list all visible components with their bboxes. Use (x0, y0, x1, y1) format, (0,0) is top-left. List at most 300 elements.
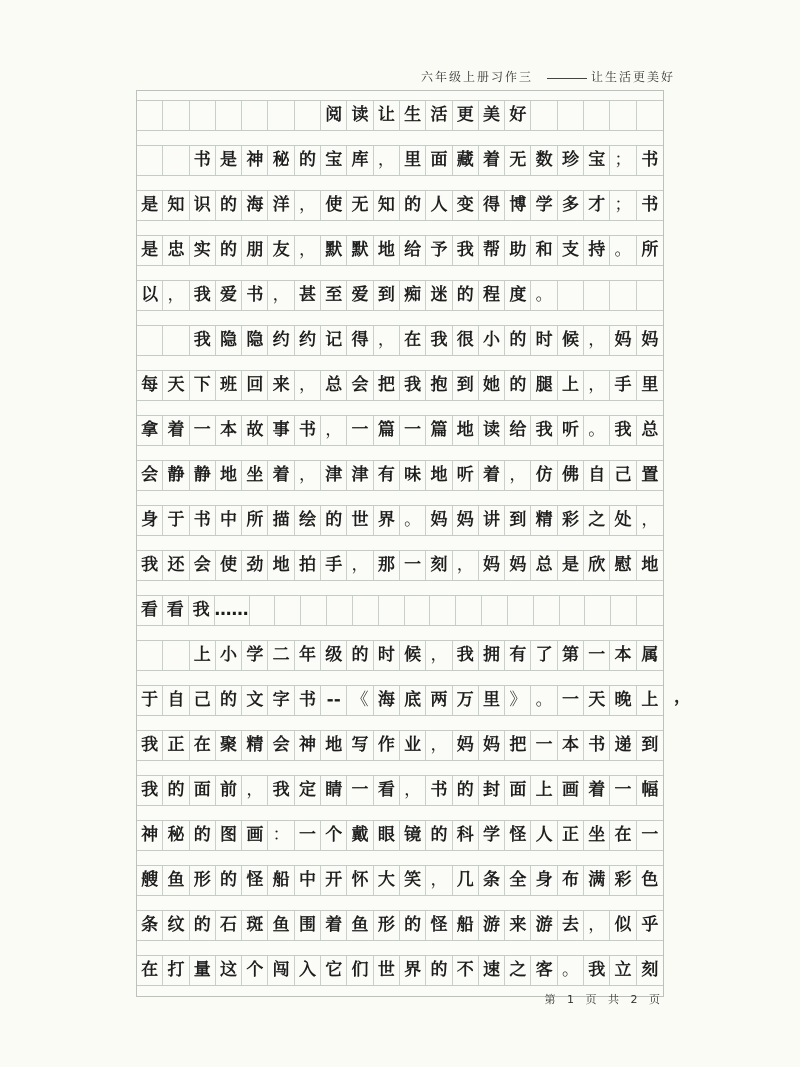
grid-cell: 镜 (400, 821, 426, 850)
grid-cell: 着 (479, 461, 505, 490)
grid-cell: ， (321, 416, 347, 445)
grid-cell (405, 596, 431, 625)
grid-cell: 津 (321, 461, 347, 490)
grid-cell: 的 (190, 911, 216, 940)
grid-cell (242, 101, 268, 130)
grid-cell: ， (295, 371, 321, 400)
grid-cell (560, 596, 586, 625)
grid-cell: 游 (531, 911, 557, 940)
grid-cell: 入 (295, 956, 321, 985)
grid-cell: 的 (505, 371, 531, 400)
grid-cell: 一 (610, 776, 636, 805)
grid-cell: 本 (558, 731, 584, 760)
grid-cell: 学 (531, 191, 557, 220)
grid-cell: 我 (137, 776, 163, 805)
grid-cell: 隐 (216, 326, 242, 355)
grid-cell: 中 (295, 866, 321, 895)
grid-cell: 似 (610, 911, 636, 940)
grid-cell (216, 101, 242, 130)
grid-cell: 拥 (479, 641, 505, 670)
grid-cell (430, 596, 456, 625)
grid-cell: 面 (190, 776, 216, 805)
grid-cell: 着 (163, 416, 189, 445)
essay-text-row (137, 146, 663, 176)
row-gap (137, 491, 663, 506)
grid-cell: 劲 (242, 551, 268, 580)
grid-cell: 彩 (610, 866, 636, 895)
row-gap (137, 671, 663, 686)
grid-cell (558, 101, 584, 130)
grid-cell: 库 (347, 146, 373, 175)
grid-cell: 生 (400, 101, 426, 130)
grid-cell: 怪 (426, 911, 452, 940)
grid-cell: 绘 (295, 506, 321, 535)
grid-cell: 助 (505, 236, 531, 265)
grid-cell: 妈 (479, 551, 505, 580)
grid-cell: 字 (268, 686, 294, 715)
grid-cell: 痴 (400, 281, 426, 310)
grid-cell: 布 (558, 866, 584, 895)
grid-cell: 第 (558, 641, 584, 670)
grid-cell: 妈 (453, 731, 479, 760)
grid-cell: 怪 (505, 821, 531, 850)
grid-cell: ， (453, 551, 479, 580)
grid-cell: 形 (190, 866, 216, 895)
worksheet-header (421, 68, 675, 85)
grid-cell: 每 (137, 371, 163, 400)
grid-cell: 神 (137, 821, 163, 850)
grid-cell: 斑 (242, 911, 268, 940)
grid-cell: 的 (216, 866, 242, 895)
grid-cell: 彩 (558, 506, 584, 535)
grid-cell: 前 (216, 776, 242, 805)
grid-cell: 使 (216, 551, 242, 580)
composition-grid-paper (136, 90, 664, 997)
grid-cell: 小 (216, 641, 242, 670)
row-gap (137, 536, 663, 551)
grid-cell: 个 (242, 956, 268, 985)
grid-cell: 还 (163, 551, 189, 580)
grid-cell: 处 (610, 506, 636, 535)
grid-cell: 一 (531, 731, 557, 760)
grid-cell: 上 (531, 776, 557, 805)
grid-cell (163, 326, 189, 355)
grid-cell: 年 (295, 641, 321, 670)
grid-cell: 这 (216, 956, 242, 985)
grid-cell: 地 (321, 731, 347, 760)
grid-cell: 我 (189, 596, 215, 625)
grid-cell: 围 (295, 911, 321, 940)
grid-cell: ， (505, 461, 531, 490)
grid-cell: 妈 (479, 731, 505, 760)
row-gap (137, 941, 663, 956)
grid-cell: 戴 (347, 821, 373, 850)
grid-cell: 着 (321, 911, 347, 940)
grid-cell: 友 (268, 236, 294, 265)
grid-cell: 刻 (426, 551, 452, 580)
grid-cell: 味 (400, 461, 426, 490)
grid-cell: 书 (242, 281, 268, 310)
grid-cell: 到 (505, 506, 531, 535)
grid-cell: 是 (137, 236, 163, 265)
grid-cell: 到 (374, 281, 400, 310)
grid-cell (137, 326, 163, 355)
grid-cell: 的 (347, 641, 373, 670)
grid-cell: 是 (137, 191, 163, 220)
grid-cell: 它 (321, 956, 347, 985)
grid-cell: 的 (321, 506, 347, 535)
grid-cell: 上 (190, 641, 216, 670)
grid-cell: ， (400, 776, 426, 805)
grid-cell: 闯 (268, 956, 294, 985)
grid-cell: ， (347, 551, 373, 580)
row-gap (137, 356, 663, 371)
grid-cell: 手 (321, 551, 347, 580)
grid-cell: 己 (610, 461, 636, 490)
grid-cell: 正 (163, 731, 189, 760)
grid-cell (637, 281, 663, 310)
grid-cell: 识 (190, 191, 216, 220)
grid-cell: 量 (190, 956, 216, 985)
grid-cell (379, 596, 405, 625)
grid-cell: 候 (400, 641, 426, 670)
grid-cell: 业 (400, 731, 426, 760)
grid-cell: 无 (347, 191, 373, 220)
grid-cell: 个 (321, 821, 347, 850)
essay-text-row (137, 236, 663, 266)
grid-cell: ： (268, 821, 294, 850)
grid-cell (353, 596, 379, 625)
grid-cell (137, 101, 163, 130)
grid-cell: 是 (558, 551, 584, 580)
grid-cell: 我 (400, 371, 426, 400)
grid-cell: 界 (374, 506, 400, 535)
grid-cell (610, 101, 636, 130)
grid-cell: 给 (505, 416, 531, 445)
grid-cell: 书 (426, 776, 452, 805)
grid-cell: 正 (558, 821, 584, 850)
grid-cell: 所 (641, 240, 659, 260)
grid-cell: 让 (374, 101, 400, 130)
grid-cell: 。 (558, 956, 584, 985)
grid-cell: 怀 (347, 866, 373, 895)
grid-cell: 那 (374, 551, 400, 580)
grid-cell: 着 (268, 461, 294, 490)
grid-cell: ， (163, 281, 189, 310)
grid-cell: 天 (163, 371, 189, 400)
grid-cell: ， (426, 731, 452, 760)
grid-cell: ； (610, 191, 636, 220)
grid-cell: ， (295, 236, 321, 265)
grid-cell: 洋 (268, 191, 294, 220)
grid-cell: 和 (531, 236, 557, 265)
grid-cell: 怪 (242, 866, 268, 895)
grid-cell: 里 (479, 686, 505, 715)
grid-cell: 幅 (641, 780, 659, 800)
grid-cell: 默 (347, 236, 373, 265)
grid-cell: 津 (347, 461, 373, 490)
grid-cell: 约 (268, 326, 294, 355)
grid-cell: 回 (242, 371, 268, 400)
grid-cell: 书 (190, 146, 216, 175)
grid-cell: 来 (505, 911, 531, 940)
grid-cell: 的 (216, 191, 242, 220)
grid-cell: 在 (190, 731, 216, 760)
grid-cell (301, 596, 327, 625)
grid-cell: 神 (295, 731, 321, 760)
grid-cell: 看 (137, 596, 163, 625)
row-gap (137, 761, 663, 776)
grid-cell: 里 (641, 375, 659, 395)
grid-cell: 递 (610, 731, 636, 760)
grid-cell: 书 (295, 686, 321, 715)
row-gap (137, 266, 663, 281)
grid-cell: 界 (400, 956, 426, 985)
grid-cell: 听 (453, 461, 479, 490)
essay-text-row (137, 416, 663, 446)
grid-cell: 一 (347, 416, 373, 445)
grid-cell: 时 (531, 326, 557, 355)
row-gap (137, 401, 663, 416)
row-gap (137, 176, 663, 191)
grid-cell: 底 (400, 686, 426, 715)
row-gap (137, 851, 663, 866)
grid-cell: ， (295, 461, 321, 490)
grid-cell: 条 (479, 866, 505, 895)
grid-cell: 于 (137, 686, 163, 715)
grid-cell: 一 (347, 776, 373, 805)
grid-cell (584, 101, 610, 130)
grid-cell: 美 (479, 101, 505, 130)
grid-cell: 地 (426, 461, 452, 490)
grid-cell: 抱 (426, 371, 452, 400)
grid-cell: 的 (400, 191, 426, 220)
grid-cell (190, 101, 216, 130)
grid-cell: 至 (321, 281, 347, 310)
grid-cell: 天 (584, 686, 610, 715)
grid-cell: 我 (190, 281, 216, 310)
grid-cell: 作 (374, 731, 400, 760)
grid-body (137, 101, 663, 996)
grid-cell: 自 (163, 686, 189, 715)
grid-cell: 一 (400, 416, 426, 445)
row-gap (137, 896, 663, 911)
grid-cell: 二 (268, 641, 294, 670)
grid-cell: 级 (321, 641, 347, 670)
grid-cell: 帮 (479, 236, 505, 265)
grid-cell: 科 (453, 821, 479, 850)
grid-cell: 书 (295, 416, 321, 445)
grid-cell: 我 (610, 416, 636, 445)
grid-cell: 客 (531, 956, 557, 985)
grade-label: 六年级上册习作三 (420, 70, 533, 84)
grid-cell: 的 (505, 326, 531, 355)
grid-cell: 隐 (242, 326, 268, 355)
grid-cell: 她 (479, 371, 505, 400)
grid-cell: 候 (558, 326, 584, 355)
grid-cell: 妈 (453, 506, 479, 535)
grid-cell: 得 (479, 191, 505, 220)
grid-cell (275, 596, 301, 625)
grid-cell: ； (610, 146, 636, 175)
essay-text-row (137, 326, 663, 356)
grid-cell: 我 (426, 326, 452, 355)
essay-text-row (137, 281, 663, 311)
grid-cell: 鱼 (347, 911, 373, 940)
grid-cell: 着 (584, 776, 610, 805)
topic-suffix: 让生活更美好 (590, 70, 675, 84)
grid-cell (456, 596, 482, 625)
page-number: 第 1 页 共 2 页 (544, 993, 664, 1006)
grid-cell: 面 (426, 146, 452, 175)
grid-cell: 故 (242, 416, 268, 445)
essay-text-row (137, 731, 663, 761)
grid-cell: 世 (374, 956, 400, 985)
grid-cell: 色 (641, 870, 659, 890)
grid-cell: 我 (268, 776, 294, 805)
grid-cell: 上 (641, 690, 659, 710)
grid-cell (584, 281, 610, 310)
grid-cell: 一 (400, 551, 426, 580)
grid-cell: 文 (242, 686, 268, 715)
grid-cell: 爱 (216, 281, 242, 310)
grid-cell: 坐 (242, 461, 268, 490)
grid-cell: 聚 (216, 731, 242, 760)
grid-cell: 了 (531, 641, 557, 670)
grid-cell: 甚 (295, 281, 321, 310)
grid-cell: 仿 (531, 461, 557, 490)
grid-cell: 手 (610, 371, 636, 400)
grid-cell: 地 (453, 416, 479, 445)
essay-text-row (137, 551, 663, 581)
grid-cell: 静 (190, 461, 216, 490)
grid-cell: 妈 (426, 506, 452, 535)
row-gap (137, 131, 663, 146)
grid-cell: 人 (426, 191, 452, 220)
grid-cell: ， (295, 191, 321, 220)
grid-cell: 小 (479, 326, 505, 355)
grid-cell: 把 (374, 371, 400, 400)
grid-cell: 的 (216, 236, 242, 265)
grid-cell: 描 (268, 506, 294, 535)
grid-cell (637, 596, 663, 625)
grid-cell: 腿 (531, 371, 557, 400)
grid-cell: 妈 (505, 551, 531, 580)
grid-cell: 鱼 (163, 866, 189, 895)
overflow-punctuation: ， (674, 687, 691, 707)
grid-cell: 不 (453, 956, 479, 985)
essay-text-row (137, 371, 663, 401)
grid-cell: 海 (374, 686, 400, 715)
grid-cell: 会 (190, 551, 216, 580)
grid-cell: 眼 (374, 821, 400, 850)
essay-text-row (137, 821, 663, 851)
grid-cell: 以 (137, 281, 163, 310)
grid-cell: 世 (347, 506, 373, 535)
title-blank-line (547, 78, 587, 79)
grid-cell: 来 (268, 371, 294, 400)
grid-cell (250, 596, 276, 625)
grid-cell: 一 (558, 686, 584, 715)
grid-cell (163, 641, 189, 670)
grid-cell: 变 (453, 191, 479, 220)
grid-cell (137, 146, 163, 175)
grid-cell: 宝 (584, 146, 610, 175)
grid-cell: 会 (347, 371, 373, 400)
grid-cell: 几 (453, 866, 479, 895)
grid-cell: 在 (400, 326, 426, 355)
grid-top-margin (137, 91, 663, 101)
grid-cell: 妈 (610, 326, 636, 355)
grid-cell: 下 (190, 371, 216, 400)
grid-cell: 慰 (610, 551, 636, 580)
row-gap (137, 221, 663, 236)
grid-cell: 一 (190, 416, 216, 445)
grid-cell: 是 (216, 146, 242, 175)
grid-cell: 时 (374, 641, 400, 670)
grid-cell: 一 (584, 641, 610, 670)
grid-cell: 地 (374, 236, 400, 265)
grid-cell: 才 (584, 191, 610, 220)
grid-cell: 坐 (584, 821, 610, 850)
grid-cell: 的 (453, 281, 479, 310)
essay-text-row (137, 866, 663, 896)
grid-cell: 多 (558, 191, 584, 220)
grid-cell: 持 (584, 236, 610, 265)
grid-cell: 欣 (584, 551, 610, 580)
grid-cell: 知 (374, 191, 400, 220)
grid-cell: 笑 (400, 866, 426, 895)
grid-cell: 到 (641, 735, 659, 755)
grid-cell: 朋 (242, 236, 268, 265)
row-gap (137, 446, 663, 461)
grid-cell: 己 (190, 686, 216, 715)
grid-cell: 得 (347, 326, 373, 355)
grid-cell: 本 (610, 641, 636, 670)
grid-cell: 好 (505, 101, 531, 130)
grid-cell: 篇 (426, 416, 452, 445)
grid-cell: ， (242, 776, 268, 805)
essay-title-row (137, 101, 663, 131)
essay-text-row (137, 956, 663, 986)
grid-cell: 篇 (374, 416, 400, 445)
grid-cell: 宝 (321, 146, 347, 175)
grid-cell: 会 (137, 461, 163, 490)
grid-cell: 博 (505, 191, 531, 220)
grid-cell: 支 (558, 236, 584, 265)
grid-cell: 的 (400, 911, 426, 940)
grid-cell: 。 (531, 281, 557, 310)
grid-cell: 有 (374, 461, 400, 490)
grid-cell: 形 (374, 911, 400, 940)
grid-cell: 》 (505, 686, 531, 715)
grid-cell: 讲 (479, 506, 505, 535)
row-gap (137, 626, 663, 641)
grid-cell: 看 (163, 596, 189, 625)
grid-cell: 海 (242, 191, 268, 220)
grid-cell: 的 (216, 686, 242, 715)
essay-text-row (137, 191, 663, 221)
grid-cell (163, 146, 189, 175)
essay-text-row (137, 596, 663, 626)
grid-cell: 我 (453, 641, 479, 670)
grid-cell: 晚 (610, 686, 636, 715)
grid-cell: 静 (163, 461, 189, 490)
grid-cell: 写 (347, 731, 373, 760)
grid-cell: ， (584, 326, 610, 355)
grid-cell: ， (584, 371, 610, 400)
grid-cell: 满 (584, 866, 610, 895)
